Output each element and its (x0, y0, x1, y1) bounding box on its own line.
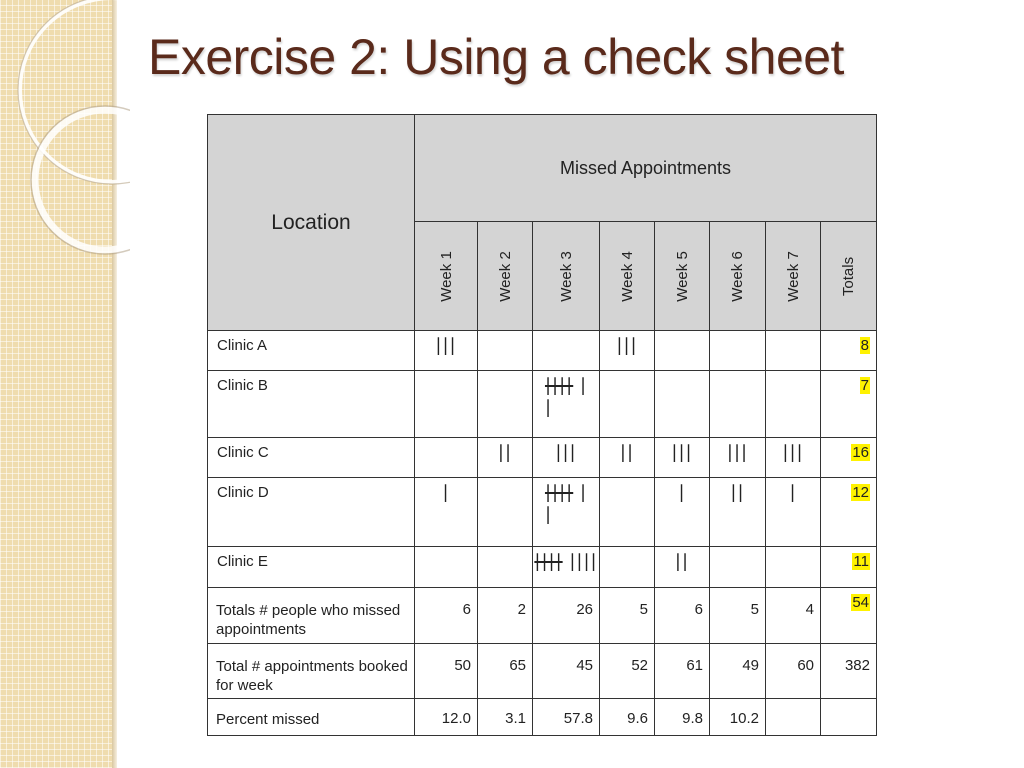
tally-cell (710, 331, 766, 371)
table-row (208, 547, 877, 588)
location-header: Location (208, 115, 415, 331)
column-header-week-6 (710, 222, 766, 331)
summary-value: 3.1 (478, 699, 533, 736)
tally-cell (478, 371, 533, 438)
tally-cell (766, 547, 821, 588)
tally-cell (415, 331, 478, 371)
tally-marks: || (497, 442, 513, 463)
tally-cell (478, 547, 533, 588)
tally-marks: ||| (616, 335, 638, 356)
summary-total: 382 (821, 644, 877, 699)
column-header-week-4 (600, 222, 655, 331)
tally-cell (415, 547, 478, 588)
row-total (821, 331, 877, 371)
tally-marks: ||| (782, 442, 804, 463)
tally-cell (766, 438, 821, 478)
summary-label: Total # appointments booked for week (208, 644, 415, 699)
row-total (821, 438, 877, 478)
summary-value: 12.0 (415, 699, 478, 736)
column-header-week-2 (478, 222, 533, 331)
summary-value: 4 (766, 588, 821, 644)
missed-appointments-header: Missed Appointments (415, 115, 877, 222)
tally-marks: || (730, 482, 745, 503)
tally-cell (533, 371, 600, 438)
summary-value: 10.2 (710, 699, 766, 736)
tally-cell (478, 438, 533, 478)
column-header-label: Week 5 (673, 250, 691, 302)
highlighted-total: 12 (852, 484, 869, 501)
summary-value: 65 (478, 644, 533, 699)
tally-marks: ||| (671, 442, 693, 463)
tally-marks: | (442, 482, 450, 503)
tally-cell (478, 478, 533, 547)
column-header-week-3 (533, 222, 600, 331)
table-row (208, 331, 877, 371)
summary-total (821, 588, 877, 644)
highlighted-total: 16 (852, 444, 869, 461)
row-label-clinic-b: Clinic B (208, 371, 415, 438)
tally-marks: || (674, 551, 690, 572)
tally-cell (600, 438, 655, 478)
summary-value: 6 (415, 588, 478, 644)
tally-cell (766, 478, 821, 547)
summary-row (208, 644, 877, 699)
row-label-clinic-d: Clinic D (208, 478, 415, 547)
summary-value: 9.8 (655, 699, 710, 736)
summary-total (821, 699, 877, 736)
column-header-week-1 (415, 222, 478, 331)
summary-value: 5 (600, 588, 655, 644)
summary-value: 60 (766, 644, 821, 699)
tally-cell (533, 438, 600, 478)
tally-cell (655, 371, 710, 438)
tally-cell (415, 371, 478, 438)
column-header-week-5 (655, 222, 710, 331)
tally-cell (600, 331, 655, 371)
tally-marks: || (619, 442, 635, 463)
tally-cell (766, 371, 821, 438)
summary-value: 2 (478, 588, 533, 644)
summary-value (766, 699, 821, 736)
highlighted-total: 8 (860, 337, 869, 354)
column-header-label: Week 3 (557, 250, 575, 302)
tally-cell (533, 547, 600, 588)
tally-marks: ||| (555, 442, 577, 463)
tally-cell (655, 547, 710, 588)
summary-value: 52 (600, 644, 655, 699)
tally-cell (533, 478, 600, 547)
summary-value: 9.6 (600, 699, 655, 736)
tally-cell (710, 438, 766, 478)
tally-cell (533, 331, 600, 371)
tally-marks: ||| (726, 442, 749, 463)
summary-value: 61 (655, 644, 710, 699)
summary-label: Percent missed (208, 699, 415, 736)
highlighted-total: 7 (860, 377, 869, 394)
tally-cell (655, 331, 710, 371)
column-header-totals (821, 222, 877, 331)
summary-value: 45 (533, 644, 600, 699)
tally-cell (766, 331, 821, 371)
tally-cell (478, 331, 533, 371)
table-row (208, 438, 877, 478)
tally-cell (415, 478, 478, 547)
tally-cell (710, 478, 766, 547)
summary-value: 50 (415, 644, 478, 699)
row-label-clinic-c: Clinic C (208, 438, 415, 478)
summary-label: Totals # people who missed appointments (208, 588, 415, 644)
check-sheet-table (207, 114, 877, 736)
column-header-label: Week 2 (496, 250, 514, 302)
tally-cell (415, 438, 478, 478)
summary-row (208, 699, 877, 736)
tally-cell (710, 547, 766, 588)
row-total (821, 547, 877, 588)
table-row (208, 371, 877, 438)
column-header-label: Totals (840, 256, 857, 296)
column-header-label: Week 7 (784, 250, 802, 302)
tally-cell (710, 371, 766, 438)
tally-cell (655, 438, 710, 478)
highlighted-total: 54 (852, 594, 869, 611)
tally-marks: |||| | | (544, 375, 588, 418)
tally-cell (600, 371, 655, 438)
tally-marks: |||| |||| (534, 551, 598, 572)
summary-value: 57.8 (533, 699, 600, 736)
tally-cell (655, 478, 710, 547)
tally-marks: | (678, 482, 686, 503)
tally-marks: |||| | | (544, 482, 588, 525)
column-header-label: Week 4 (618, 250, 636, 302)
tally-cell (600, 547, 655, 588)
tally-marks: | (789, 482, 797, 503)
table-row (208, 478, 877, 547)
row-label-clinic-e: Clinic E (208, 547, 415, 588)
tally-cell (600, 478, 655, 547)
column-header-week-7 (766, 222, 821, 331)
row-total (821, 478, 877, 547)
summary-row (208, 588, 877, 644)
tally-marks: ||| (435, 335, 457, 356)
summary-value: 5 (710, 588, 766, 644)
row-total (821, 371, 877, 438)
page-title: Exercise 2: Using a check sheet (148, 29, 844, 85)
summary-value: 26 (533, 588, 600, 644)
row-label-clinic-a: Clinic A (208, 331, 415, 371)
summary-value: 6 (655, 588, 710, 644)
highlighted-total: 11 (853, 553, 869, 570)
decorative-rings (0, 0, 130, 300)
summary-value: 49 (710, 644, 766, 699)
column-header-label: Week 1 (437, 250, 455, 302)
column-header-label: Week 6 (729, 250, 746, 302)
